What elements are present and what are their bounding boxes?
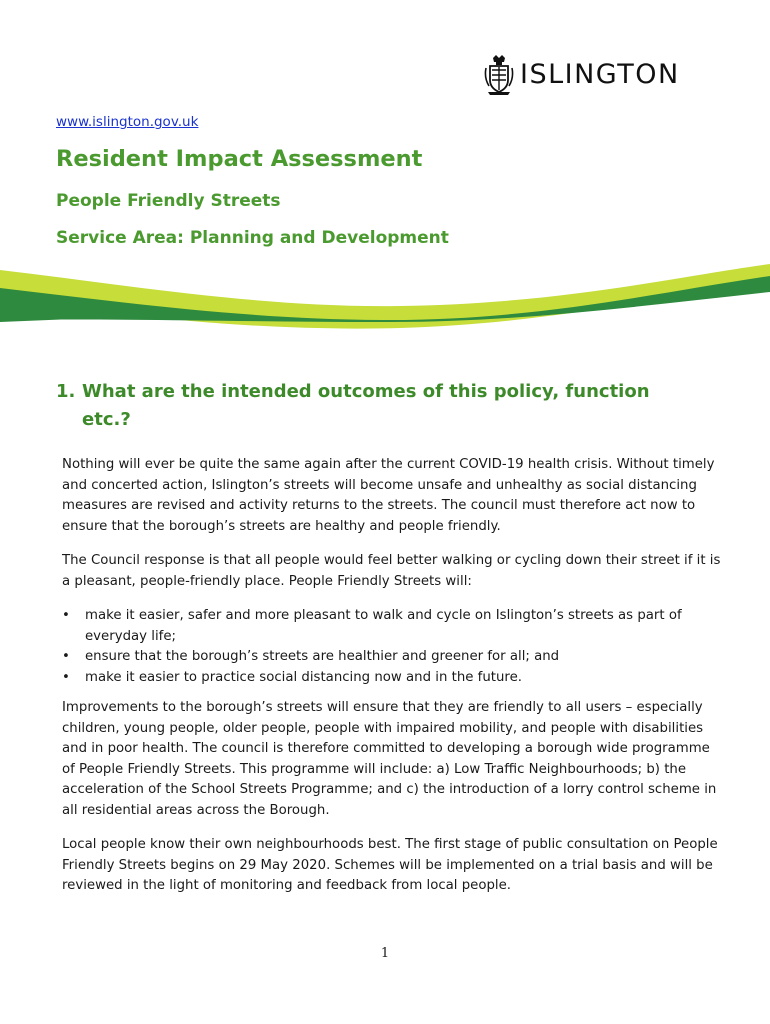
islington-logo bbox=[484, 54, 680, 96]
paragraph: Improvements to the borough’s streets will ensure that they are friendly to all users – especially children, young people, older people, people with impaired mobility, and people with disabilities and in poor health. The council is therefore committed to developing a borough wide programme of People Friendly Streets. This programme will include: a) Low Traffic Neighbourhoods; b) the acceleration of the School Streets Programme; and c) the introduction of a lorry control scheme in all residential areas across the Borough. bbox=[62, 700, 717, 818]
section-1-heading bbox=[56, 378, 696, 434]
bullet-glyph: • bbox=[62, 669, 70, 685]
list-item-text: make it easier to practice social distancing now and in the future. bbox=[85, 669, 522, 685]
list-item bbox=[62, 647, 722, 668]
islington-crest-icon bbox=[484, 54, 514, 96]
list-item bbox=[62, 606, 722, 647]
document-subtitle: People Friendly Streets bbox=[56, 191, 281, 211]
paragraph: Nothing will ever be quite the same again after the current COVID-19 health crisis. Without timely and concerted action, Islington’s streets will become unsafe and unhealthy as social distancing measures are revised and activity returns to the streets. The council must therefore act now to ensure that the borough’s streets are healthy and people friendly. bbox=[62, 457, 715, 534]
section-1-body bbox=[62, 455, 722, 911]
bullet-list bbox=[62, 606, 722, 688]
paragraph: Local people know their own neighbourhoods best. The first stage of public consultation on People Friendly Streets begins on 29 May 2020. Schemes will be implemented on a trial basis and will be reviewed in the light of monitoring and feedback from local people. bbox=[62, 837, 718, 893]
list-item bbox=[62, 668, 722, 689]
bullet-glyph: • bbox=[62, 608, 70, 623]
service-area: Service Area: Planning and Development bbox=[56, 228, 449, 248]
paragraph: The Council response is that all people would feel better walking or cycling down their street if it is a pleasant, people-friendly place. People Friendly Streets will: bbox=[62, 553, 721, 589]
logo-wordmark: ISLINGTON bbox=[520, 59, 680, 90]
list-item-text: make it easier, safer and more pleasant to walk and cycle on Islington’s streets as part of everyday life; bbox=[85, 608, 682, 644]
document-title: Resident Impact Assessment bbox=[56, 146, 423, 172]
bullet-glyph: • bbox=[62, 649, 70, 664]
decorative-swoosh-banner bbox=[0, 262, 770, 334]
section-1-heading-text: What are the intended outcomes of this policy, function etc.? bbox=[82, 381, 650, 430]
page-number: 1 bbox=[380, 946, 390, 961]
section-1-number: 1. bbox=[56, 381, 76, 402]
website-link[interactable]: www.islington.gov.uk bbox=[56, 114, 199, 130]
list-item-text: ensure that the borough’s streets are healthier and greener for all; and bbox=[85, 649, 560, 664]
